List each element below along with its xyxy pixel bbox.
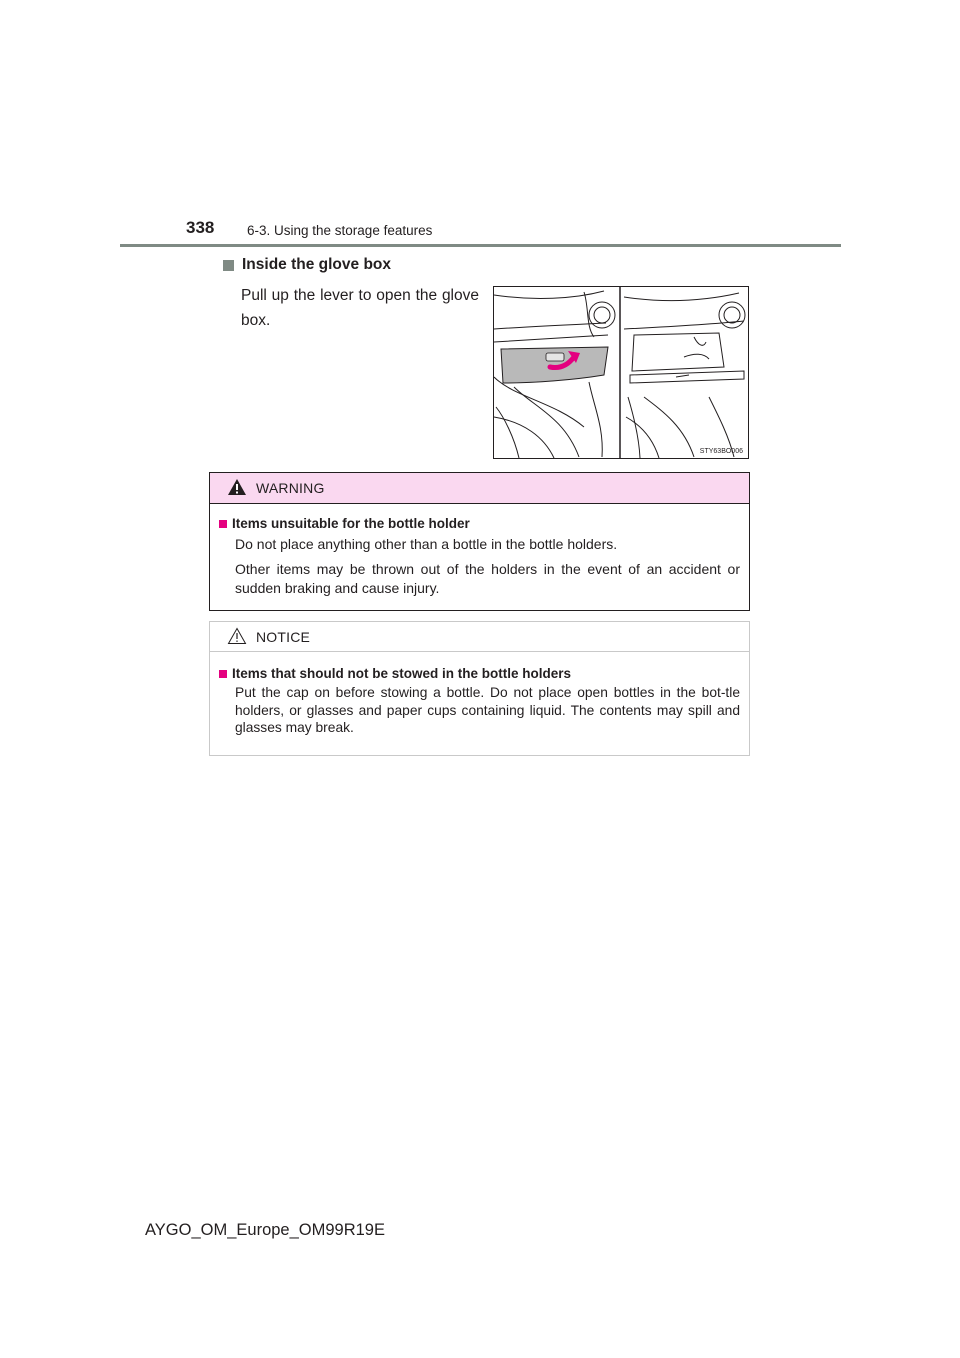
warning-triangle-icon <box>227 478 247 496</box>
notice-header <box>210 622 749 652</box>
square-bullet-icon <box>223 260 234 271</box>
notice-paragraph: Put the cap on before stowing a bottle. Do not place open bottles in the bot-tle holders, or glasses and paper cups containing liquid. The contents may spill and glasses may break. <box>235 685 740 735</box>
warning-item-title-text: Items unsuitable for the bottle holder <box>232 516 470 531</box>
footer-doc-id: AYGO_OM_Europe_OM99R19E <box>145 1221 385 1239</box>
instruction-text: Pull up the lever to open the glove box. <box>241 287 479 329</box>
subsection-heading <box>223 256 391 274</box>
notice-triangle-icon <box>227 627 247 645</box>
glove-box-drawing <box>494 287 748 458</box>
notice-box <box>209 621 750 756</box>
section-title: 6-3. Using the storage features <box>247 223 433 238</box>
warning-label: WARNING <box>256 480 325 496</box>
notice-item-title <box>219 666 740 681</box>
notice-item-title-text: Items that should not be stowed in the bottle holders <box>232 666 572 681</box>
square-bullet-icon <box>219 520 227 528</box>
glove-box-illustration <box>493 286 749 459</box>
square-bullet-icon <box>219 670 227 678</box>
notice-label: NOTICE <box>256 629 311 645</box>
warning-header <box>210 473 749 504</box>
figure-code: STY63BO006 <box>699 448 743 455</box>
header-rule <box>120 244 841 247</box>
warning-paragraph: Other items may be thrown out of the holders in the event of an accident or sudden braking and cause injury. <box>235 561 740 596</box>
page-number: 338 <box>186 218 215 237</box>
warning-box <box>209 472 750 611</box>
subsection-title: Inside the glove box <box>242 256 391 273</box>
warning-paragraph: Do not place anything other than a bottle in the bottle holders. <box>235 536 618 552</box>
warning-item-title <box>219 516 740 531</box>
